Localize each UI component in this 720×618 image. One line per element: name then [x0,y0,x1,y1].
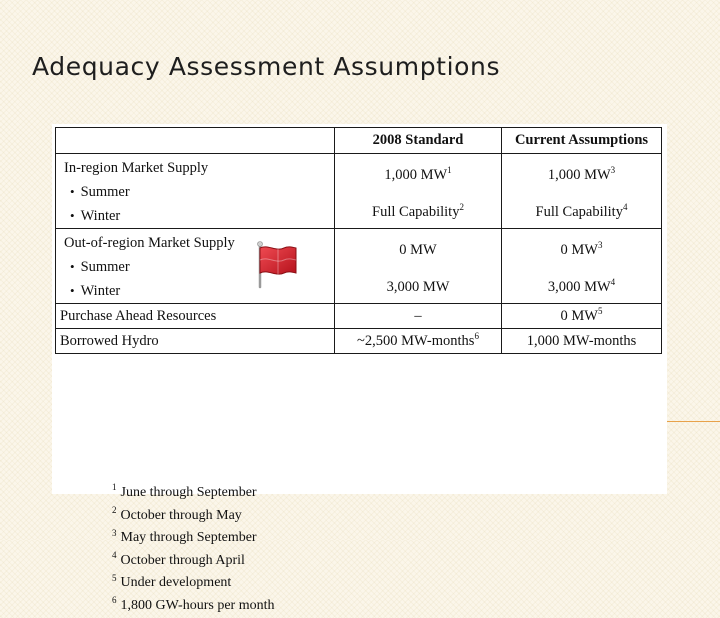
footnote-ref: 2 [459,202,464,213]
slide-title: Adequacy Assessment Assumptions [32,52,501,81]
in-region-summer-standard: 1,000 $MW^1$ [384,165,452,183]
in-region-summer-current: 1,000 $MW^3$ [547,165,616,183]
purchase-standard: – [335,304,502,329]
out-region-winter-current: 3,000 $MW^4$ [547,277,616,295]
footnote-ref: 4 [622,202,628,213]
assumptions-table [55,127,662,354]
in-region-summer-label: • Summer [60,184,330,201]
footnote-item: $^1$ June through September [112,482,257,500]
footnote-item: $^6$ 1,800 GW-hours per month [112,595,275,613]
footnote-item: $^5$ Under development [112,572,232,591]
table-row-out-region [56,229,662,304]
borrowed-standard: ~2,500 MW-months$^6$ [335,329,502,354]
in-region-winter-current: Full Capability$^4$ [535,202,628,220]
footnote-ref: 1 [447,165,452,176]
in-region-heading: In-region Market Supply [64,159,209,176]
table-row-borrowed-hydro [56,329,662,354]
header-current: Current Assumptions [502,128,662,154]
out-region-heading: Out-of-region Market Supply [64,234,235,251]
out-region-summer-label: • Summer [60,259,330,276]
purchase-current: 0 $MW^5$ [502,304,662,329]
header-label [56,128,335,154]
out-region-winter-label: • Winter [60,283,330,300]
footnote-ref: 4 [610,277,616,288]
header-standard: 2008 Standard [335,128,502,154]
table-row-in-region [56,154,662,229]
footnotes-list [112,482,274,618]
borrowed-label: Borrowed Hydro [56,329,335,354]
in-region-winter-label: • Winter [60,208,330,225]
footnote-ref: 6 [474,330,479,341]
footnote-item: $^3$ May through September [112,527,257,546]
footnote-ref: 3 [597,240,603,251]
footnote-ref: 3 [610,165,616,176]
footnote-item: $^2$ October through May [112,504,242,523]
footnote-ref: 5 [597,305,603,316]
out-region-winter-standard: 3,000 MW [386,279,450,295]
footnote-item: $^4$ October through April [112,550,245,568]
red-flag-icon [255,240,299,290]
purchase-label: Purchase Ahead Resources [56,304,335,329]
out-region-summer-standard: 0 MW [399,242,437,258]
out-region-summer-current: 0 $MW^3$ [560,240,603,258]
table-row-purchase-ahead [56,304,662,329]
table-header-row [56,128,662,154]
in-region-winter-standard: Full Capability$^2$ [372,202,464,220]
assumptions-panel [52,124,667,613]
borrowed-current: 1,000 MW-months [502,329,662,354]
